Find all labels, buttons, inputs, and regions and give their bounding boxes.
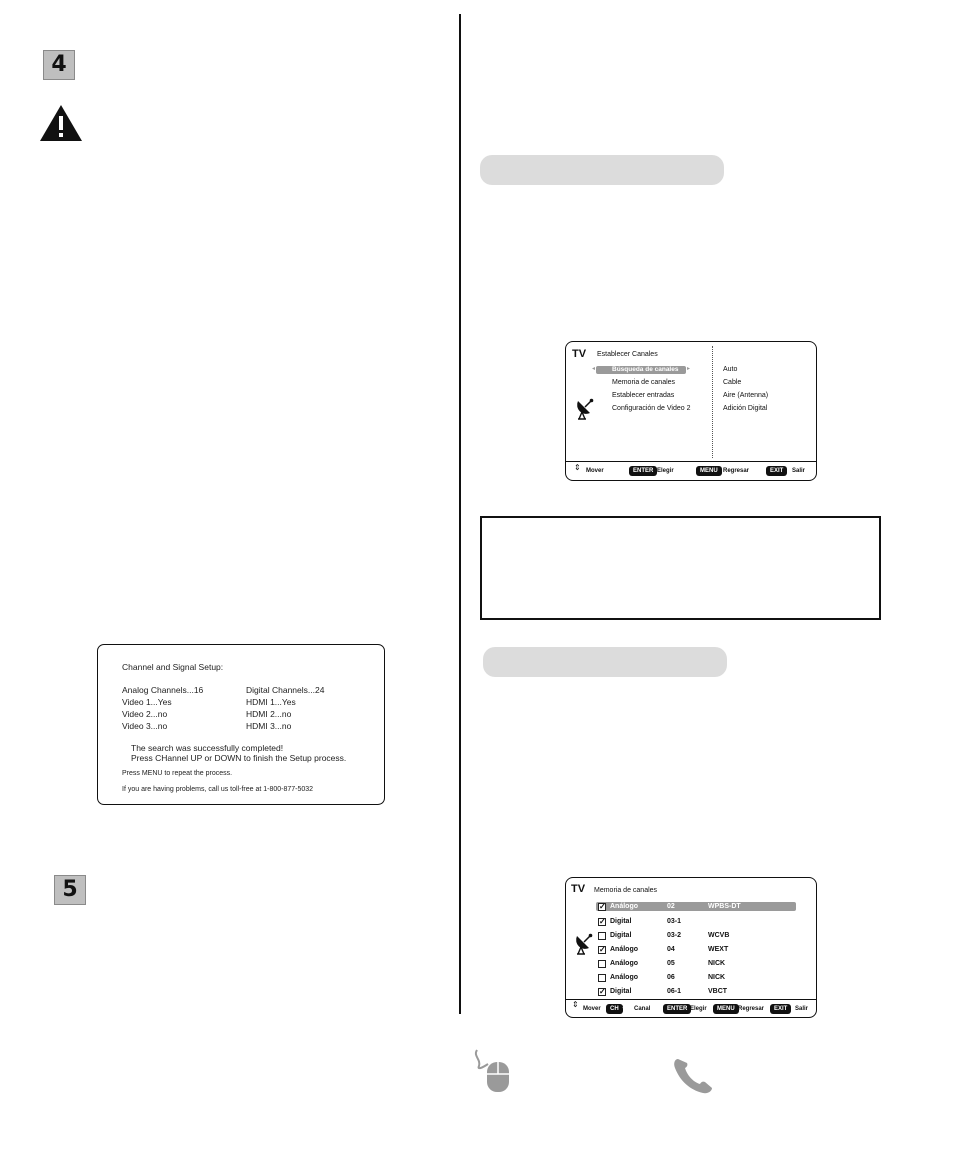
summary-row-left: Video 2...no bbox=[122, 709, 168, 719]
enter-key: ENTER bbox=[629, 466, 657, 476]
footer-exit-label: Salir bbox=[795, 1006, 809, 1012]
summary-repeat-text: Press MENU to repeat the process. bbox=[122, 770, 233, 777]
channel-type[interactable]: Digital bbox=[610, 918, 632, 925]
channel-checkbox[interactable] bbox=[598, 932, 606, 940]
enter-key: ENTER bbox=[663, 1004, 691, 1014]
up-down-arrow-icon: ⇕ bbox=[574, 463, 581, 472]
channel-checkbox[interactable]: ✓ bbox=[599, 945, 606, 954]
summary-row-left: Video 3...no bbox=[122, 721, 168, 731]
screen-footer-rule bbox=[566, 461, 816, 462]
channel-name: WEXT bbox=[708, 946, 729, 953]
channel-type[interactable]: Análogo bbox=[610, 974, 638, 981]
ch-key: CH bbox=[606, 1004, 623, 1014]
note-box bbox=[480, 516, 881, 620]
channel-checkbox[interactable]: ✓ bbox=[599, 987, 606, 996]
channel-name: NICK bbox=[708, 960, 726, 967]
summary-row-right: HDMI 2...no bbox=[246, 709, 292, 719]
summary-row-left: Video 1...Yes bbox=[122, 697, 172, 707]
step-5-badge: 5 bbox=[54, 875, 86, 905]
channel-number: 03-2 bbox=[667, 932, 682, 939]
phone-icon bbox=[672, 1055, 714, 1095]
tv-label: TV bbox=[572, 348, 587, 360]
exit-key: EXIT bbox=[766, 466, 787, 476]
summary-help-text: If you are having problems, call us toll-free at 1-800-877-5032 bbox=[122, 786, 314, 793]
option-digital-add[interactable]: Adición Digital bbox=[723, 405, 768, 412]
option-cable[interactable]: Cable bbox=[723, 379, 742, 386]
option-air[interactable]: Aire (Antenna) bbox=[723, 392, 769, 399]
summary-row-right: HDMI 3...no bbox=[246, 721, 292, 731]
ch-arrows-icon: ⇕ bbox=[621, 1004, 627, 1011]
channel-number: 02 bbox=[667, 903, 675, 910]
setup-summary-box bbox=[97, 644, 385, 805]
summary-success-line2: Press CHannel UP or DOWN to finish the Setup process. bbox=[131, 753, 347, 763]
menu-item-channel-search[interactable]: Búsqueda de canales bbox=[612, 366, 679, 373]
channel-checkbox[interactable] bbox=[598, 974, 606, 982]
summary-row-right: HDMI 1...Yes bbox=[246, 697, 296, 707]
right-arrow-icon: ▸ bbox=[687, 366, 691, 372]
channel-name: NICK bbox=[708, 974, 726, 981]
up-down-arrow-icon: ⇕ bbox=[572, 1000, 579, 1009]
menu-key: MENU bbox=[713, 1004, 739, 1014]
summary-title: Channel and Signal Setup: bbox=[122, 662, 224, 672]
tv-menu-screen-channel-setup bbox=[565, 341, 817, 481]
channel-checkbox[interactable] bbox=[598, 960, 606, 968]
menu-item-input-setup[interactable]: Establecer entradas bbox=[612, 392, 675, 399]
column-divider bbox=[459, 14, 461, 1014]
channel-number: 05 bbox=[667, 960, 675, 967]
warning-icon bbox=[39, 104, 83, 142]
footer-back-label: Regresar bbox=[723, 468, 750, 474]
panel-separator bbox=[712, 346, 713, 458]
channel-type[interactable]: Digital bbox=[610, 988, 632, 995]
summary-success-line1: The search was successfully completed! bbox=[131, 743, 284, 753]
channel-type[interactable]: Análogo bbox=[610, 946, 638, 953]
footer-exit-label: Salir bbox=[792, 468, 806, 474]
satellite-dish-icon bbox=[574, 398, 596, 420]
option-auto[interactable]: Auto bbox=[723, 366, 738, 373]
tv-menu-screen-channel-memory bbox=[565, 877, 817, 1018]
screen-footer-rule bbox=[566, 999, 816, 1000]
channel-name: VBCT bbox=[708, 988, 728, 995]
channel-number: 06-1 bbox=[667, 988, 682, 995]
footer-back-label: Regresar bbox=[738, 1006, 765, 1012]
exit-key: EXIT bbox=[770, 1004, 791, 1014]
footer-move-label: Mover bbox=[586, 468, 604, 474]
tv-label: TV bbox=[571, 883, 586, 895]
channel-checkbox[interactable]: ✓ bbox=[599, 917, 606, 926]
summary-row-left: Analog Channels...16 bbox=[122, 685, 204, 695]
footer-channel-label: Canal bbox=[634, 1006, 651, 1012]
mouse-icon bbox=[471, 1047, 513, 1095]
channel-name: WPBS-DT bbox=[708, 903, 741, 910]
channel-number: 04 bbox=[667, 946, 675, 953]
section-header-pill bbox=[480, 155, 724, 185]
step-4-badge: 4 bbox=[43, 50, 75, 80]
channel-type[interactable]: Análogo bbox=[610, 960, 638, 967]
footer-move-label: Mover bbox=[583, 1006, 601, 1012]
menu-title: Memoria de canales bbox=[594, 887, 658, 894]
footer-select-label: Elegir bbox=[690, 1006, 707, 1012]
channel-type[interactable]: Análogo bbox=[610, 903, 638, 910]
footer-select-label: Elegir bbox=[657, 468, 674, 474]
channel-type[interactable]: Digital bbox=[610, 932, 632, 939]
menu-item-channel-memory[interactable]: Memoria de canales bbox=[612, 379, 676, 386]
menu-title: Establecer Canales bbox=[597, 351, 658, 358]
menu-key: MENU bbox=[696, 466, 722, 476]
left-arrow-icon: ◂ bbox=[592, 366, 596, 372]
channel-number: 03-1 bbox=[667, 918, 682, 925]
satellite-dish-icon bbox=[573, 933, 595, 955]
channel-number: 06 bbox=[667, 974, 675, 981]
section-header-pill bbox=[483, 647, 727, 677]
menu-item-video2-config[interactable]: Configuración de Video 2 bbox=[612, 405, 691, 412]
summary-row-right: Digital Channels...24 bbox=[246, 685, 325, 695]
channel-name: WCVB bbox=[708, 932, 730, 939]
channel-checkbox[interactable]: ✓ bbox=[599, 902, 606, 911]
